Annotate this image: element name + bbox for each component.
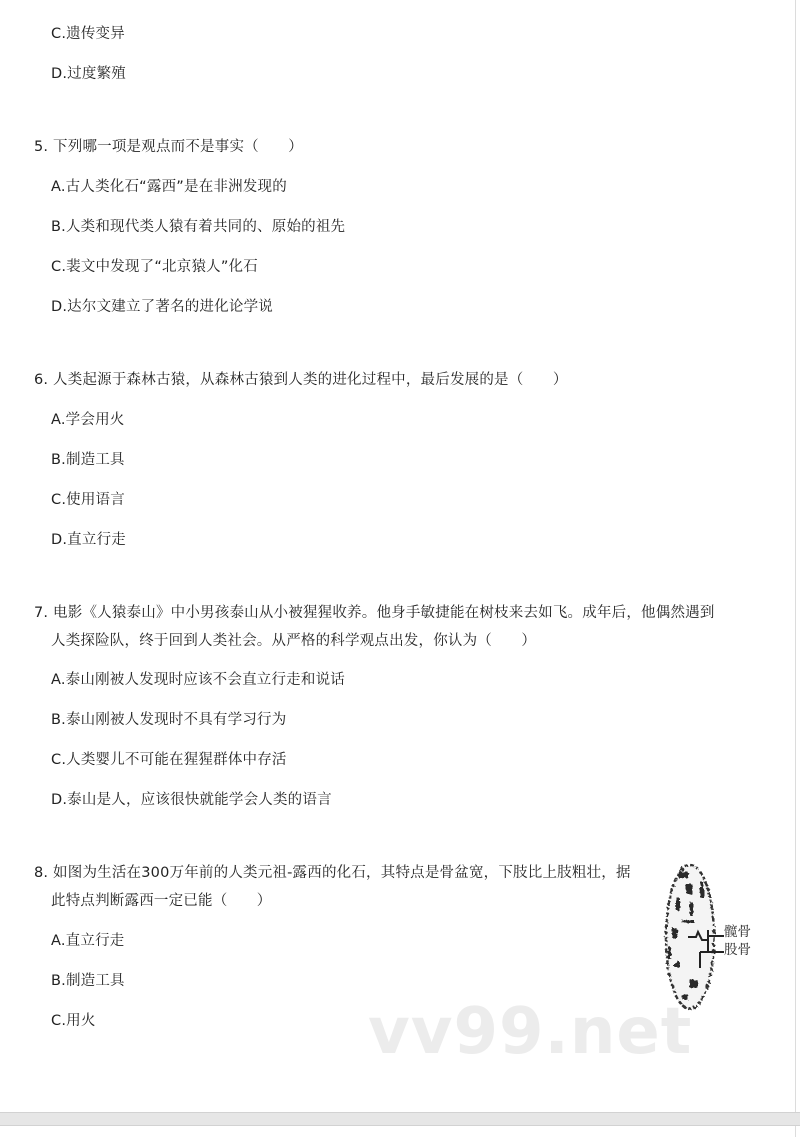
question-7-stem-line2: 人类探险队，终于回到人类社会。从严格的科学观点出发，你认为（ ） xyxy=(51,633,537,649)
question-7-option-b: B.泰山刚被人发现时不具有学习行为 xyxy=(51,712,287,728)
question-8-stem-line2: 此特点判断露西一定已能（ ） xyxy=(51,893,272,909)
question-7-option-c: C.人类婴儿不可能在猩猩群体中存活 xyxy=(51,752,287,768)
next-page xyxy=(0,1126,796,1137)
question-6-option-a: A.学会用火 xyxy=(51,412,125,428)
femur-label: 股骨 xyxy=(724,942,751,958)
question-5-option-c: C.裴文中发现了“北京猿人”化石 xyxy=(51,259,258,275)
watermark: vv99.net xyxy=(368,995,693,1069)
option-d: D.过度繁殖 xyxy=(51,66,126,82)
page-separator xyxy=(0,1112,800,1126)
lucy-fossil-figure xyxy=(660,862,760,1012)
question-6-option-c: C.使用语言 xyxy=(51,492,125,508)
question-5-option-a: A.古人类化石“露西”是在非洲发现的 xyxy=(51,179,287,195)
question-8-option-b: B.制造工具 xyxy=(51,973,125,989)
question-6-option-b: B.制造工具 xyxy=(51,452,125,468)
option-c: C.遗传变异 xyxy=(51,26,125,42)
question-6-option-d: D.直立行走 xyxy=(51,532,126,548)
question-7-stem-line1: 7. 电影《人猿泰山》中小男孩泰山从小被猩猩收养。他身手敏捷能在树枝来去如飞。成年后，他偶然遇到 xyxy=(34,605,715,621)
question-7-option-a: A.泰山刚被人发现时应该不会直立行走和说话 xyxy=(51,672,345,688)
hip-bone-label: 髋骨 xyxy=(724,924,751,940)
question-5-option-b: B.人类和现代类人猿有着共同的、原始的祖先 xyxy=(51,219,346,235)
question-6-stem: 6. 人类起源于森林古猿，从森林古猿到人类的进化过程中，最后发展的是（ ） xyxy=(34,372,568,388)
question-8-option-c: C.用火 xyxy=(51,1013,96,1029)
question-7-option-d: D.泰山是人，应该很快就能学会人类的语言 xyxy=(51,792,332,808)
question-8-stem-line1: 8. 如图为生活在300万年前的人类元祖-露西的化石，其特点是骨盆宽，下肢比上肢粗壮，据 xyxy=(34,865,631,881)
question-8-option-a: A.直立行走 xyxy=(51,933,125,949)
question-5-stem: 5. 下列哪一项是观点而不是事实（ ） xyxy=(34,139,303,155)
question-5-option-d: D.达尔文建立了著名的进化论学说 xyxy=(51,299,273,315)
